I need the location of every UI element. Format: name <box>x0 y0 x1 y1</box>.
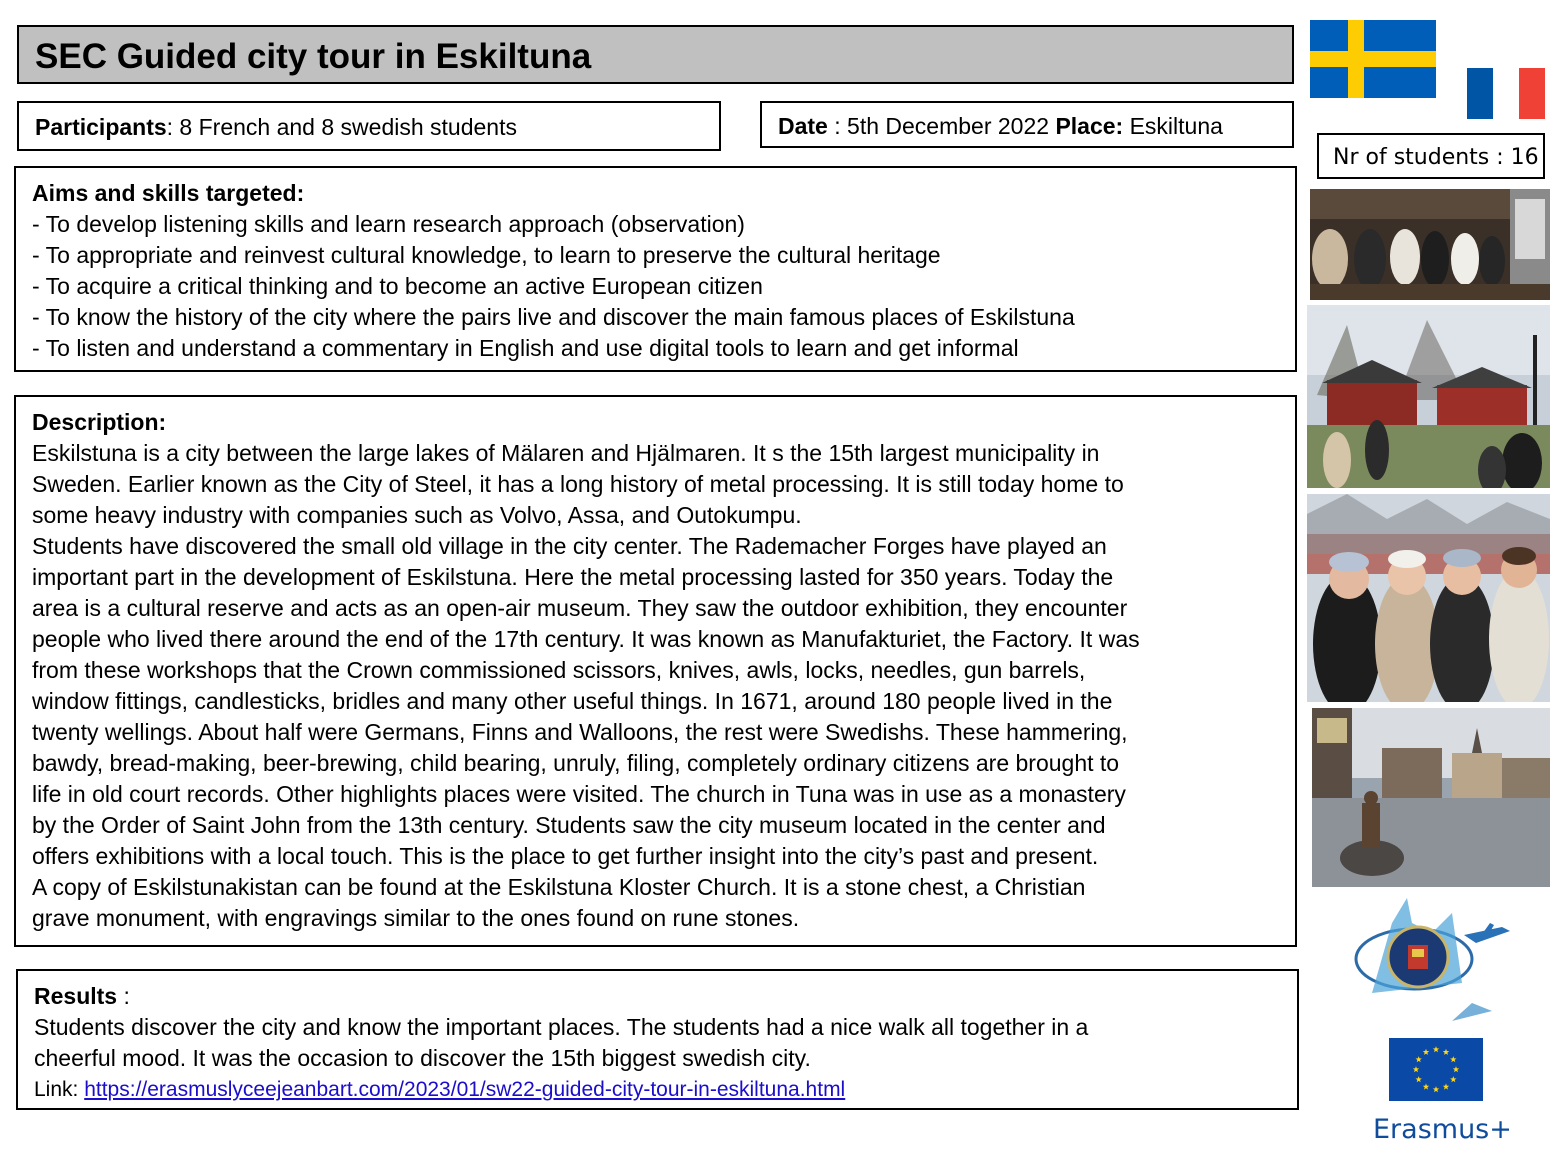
participants-value: : 8 French and 8 swedish students <box>166 114 517 140</box>
description-heading: Description: <box>32 409 167 435</box>
results-heading: Results <box>34 983 118 1009</box>
description-line: Students have discovered the small old village in the city center. The Rademacher Forges have played an <box>32 533 1107 559</box>
photo-museum-visit <box>1310 189 1550 300</box>
description-line: life in old court records. Other highlights places were visited. The church in Tuna was in use as a monastery <box>32 781 1126 807</box>
date-place-box <box>760 101 1294 148</box>
results-link-line <box>34 1074 1287 1105</box>
description-line: grave monument, with engravings similar to the ones found on rune stones. <box>32 905 800 931</box>
aims-item: - To develop listening skills and learn research approach (observation) <box>32 211 745 237</box>
results-line: Students discover the city and know the important places. The students had a nice walk all together in a <box>34 1014 1089 1040</box>
eu-flag <box>1389 1038 1483 1101</box>
description-line: some heavy industry with companies such as Volvo, Assa, and Outokumpu. <box>32 502 802 528</box>
results-content <box>34 981 1287 1105</box>
photo-old-village <box>1307 305 1550 488</box>
school-logo <box>1352 893 1512 1025</box>
place-label: Place: <box>1055 113 1124 139</box>
date-value: : 5th December 2022 <box>827 113 1056 139</box>
french-flag <box>1467 68 1545 119</box>
results-heading-line <box>34 981 1287 1012</box>
results-box <box>16 969 1299 1110</box>
description-line: bawdy, bread-making, beer-brewing, child bearing, unruly, filing, completely ordinary citizens are brought to <box>32 750 1120 776</box>
description-content <box>32 407 1285 934</box>
swedish-flag <box>1310 20 1436 98</box>
page-title: SEC Guided city tour in Eskiltuna <box>35 37 592 76</box>
results-colon: : <box>117 983 130 1009</box>
results-line: cheerful mood. It was the occasion to discover the 15th biggest swedish city. <box>34 1045 811 1071</box>
description-line: by the Order of Saint John from the 13th century. Students saw the city museum located in the center and <box>32 812 1106 838</box>
date-place-text <box>778 113 1223 140</box>
description-line: offers exhibitions with a local touch. This is the place to get further insight into the city’s past and present. <box>32 843 1099 869</box>
aims-item: - To acquire a critical thinking and to become an active European citizen <box>32 273 763 299</box>
description-line: Eskilstuna is a city between the large lakes of Mälaren and Hjälmaren. It s the 15th largest municipality in <box>32 440 1100 466</box>
description-line: people who lived there around the end of the 17th century. It was known as Manufakturiet, the Factory. It was <box>32 626 1140 652</box>
description-line: A copy of Eskilstunakistan can be found at the Eskilstuna Kloster Church. It is a stone chest, a Christian <box>32 874 1086 900</box>
description-line: Sweden. Earlier known as the City of Steel, it has a long history of metal processing. It is still today home to <box>32 471 1124 497</box>
participants-label: Participants <box>35 114 167 140</box>
link-label: Link: <box>34 1078 85 1101</box>
description-line: important part in the development of Eskilstuna. Here the metal processing lasted for 350 years. Today the <box>32 564 1114 590</box>
article-link[interactable]: https://erasmuslyceejeanbart.com/2023/01/sw22-guided-city-tour-in-eskiltuna.html <box>84 1078 846 1101</box>
erasmus-plus-logo-text: Erasmus+ <box>1373 1114 1512 1145</box>
photo-city-square <box>1312 708 1550 887</box>
description-line: from these workshops that the Crown commissioned scissors, knives, awls, locks, needles, gun barrels, <box>32 657 1086 683</box>
description-box <box>14 395 1297 947</box>
aims-content <box>32 178 1285 364</box>
aims-box <box>14 166 1297 372</box>
description-line: window fittings, candlesticks, bridles and many other useful things. In 1671, around 180 people lived in the <box>32 688 1113 714</box>
place-value: Eskiltuna <box>1123 113 1223 139</box>
participants-box <box>17 101 721 151</box>
aims-item: - To listen and understand a commentary in English and use digital tools to learn and get informal <box>32 335 1019 361</box>
date-label: Date <box>778 113 828 139</box>
students-count: Nr of students : 16 <box>1333 145 1539 170</box>
aims-item: - To know the history of the city where the pairs live and discover the main famous places of Eskilstuna <box>32 304 1075 330</box>
aims-item: - To appropriate and reinvest cultural knowledge, to learn to preserve the cultural heritage <box>32 242 941 268</box>
title-bar <box>17 25 1294 84</box>
aims-heading: Aims and skills targeted: <box>32 180 305 206</box>
photo-students-group <box>1307 494 1550 702</box>
students-count-box <box>1317 133 1545 179</box>
description-line: twenty wellings. About half were Germans, Finns and Walloons, the rest were Swedishs. These hammering, <box>32 719 1128 745</box>
participants-text <box>35 114 517 141</box>
description-line: area is a cultural reserve and acts as an open-air museum. They saw the outdoor exhibition, they encounter <box>32 595 1128 621</box>
